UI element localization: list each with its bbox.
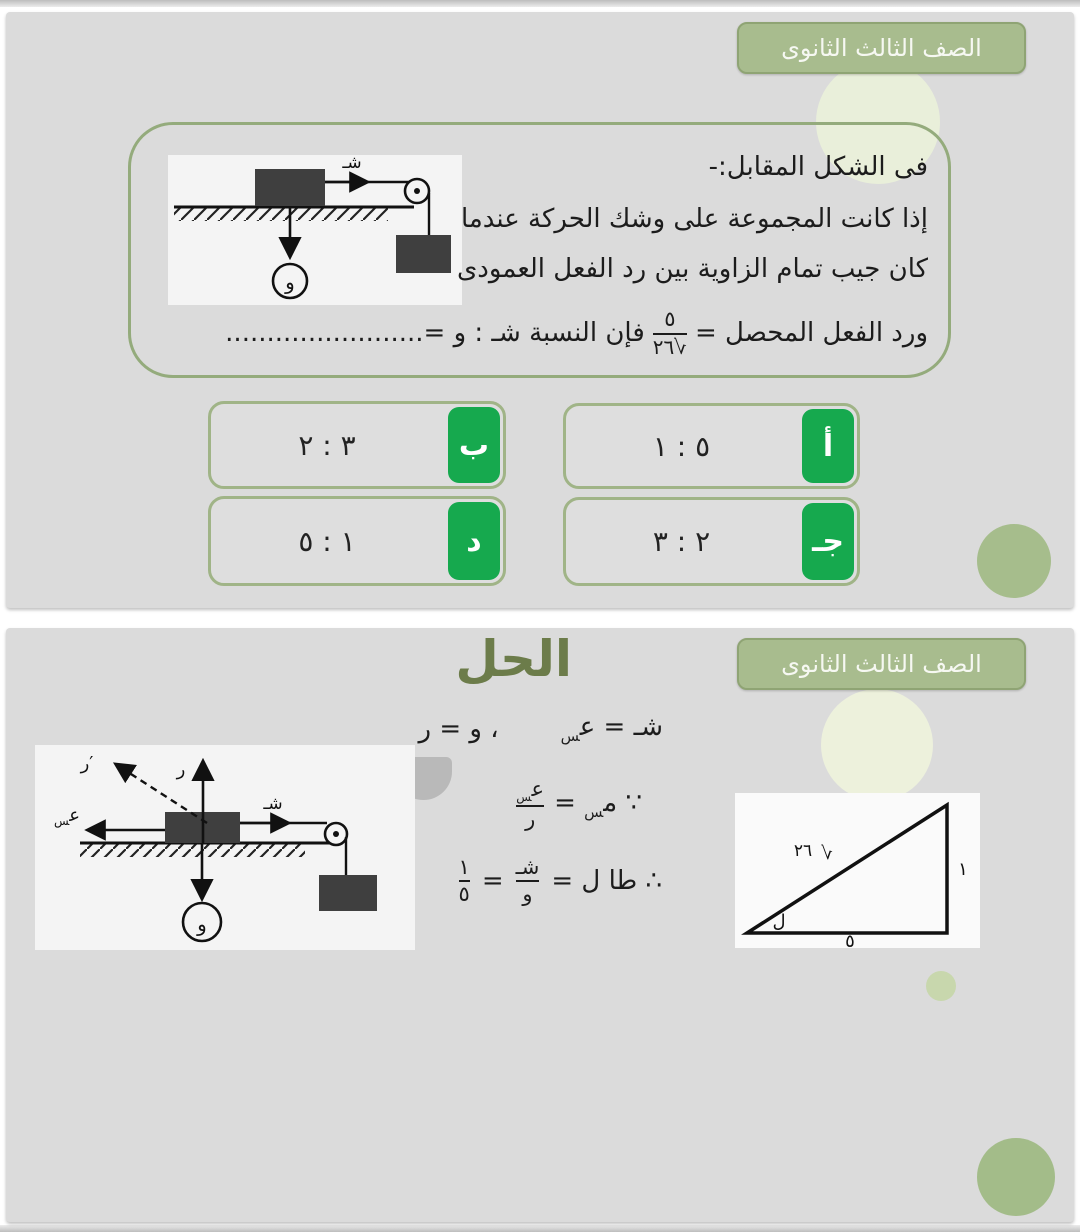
solution-grade-badge-label: الصف الثالث الثانوى (781, 650, 982, 678)
hypotenuse-radical-icon: √ (821, 843, 833, 864)
eq3-fraction-1 (516, 856, 540, 906)
decor-circle-small-green (926, 971, 956, 1001)
option-b-value: ٣ : ٢ (298, 428, 356, 462)
option-c-letter: جـ (812, 524, 844, 559)
eq2-lead: ∵ م$_س$ = (554, 788, 642, 822)
option-a-letter: أ (822, 428, 834, 464)
option-b-letter-tab (448, 407, 500, 483)
eq2-frac-num: ع$_س$ (516, 777, 545, 805)
eq1-part-a: شـ = ع$_س$ (560, 712, 663, 746)
triangle-diagram-icon (735, 793, 980, 948)
bottom-edge-strip (0, 1225, 1080, 1232)
decor-circle-pale-solution (821, 689, 933, 801)
friction-label: ع$_س$ (53, 805, 81, 828)
top-edge-strip (0, 0, 1080, 7)
fraction-numerator: ٥ (664, 307, 676, 332)
fraction-radicand: ٢٦ (652, 334, 675, 359)
option-c-letter-tab (802, 503, 854, 580)
decor-circle-olive-right (977, 524, 1051, 598)
question-line4-prefix: ورد الفعل المحصل = (695, 318, 928, 348)
ground-hatching (174, 208, 388, 221)
tension-label: شـ (263, 794, 283, 814)
option-a-value: ٥ : ١ (652, 429, 711, 463)
solution-title: الحل (455, 630, 572, 688)
solution-eq1 (419, 712, 663, 745)
weight-label: و (285, 270, 295, 294)
option-a[interactable] (563, 403, 860, 489)
solution-eq2 (516, 778, 642, 831)
option-d[interactable] (208, 496, 506, 586)
eq1-part-b: ، و = ر (418, 713, 499, 744)
eq3-f2-den: ٥ (458, 882, 470, 907)
vertical-side-label: ١ (958, 859, 968, 880)
option-b[interactable] (208, 401, 506, 489)
eq3-equals: = (481, 866, 504, 897)
pulley-diagram-icon (168, 155, 462, 305)
eq3-f1-den: و (522, 882, 533, 907)
tension-label: شـ (342, 155, 362, 173)
weight-label: و (197, 912, 207, 936)
eq2-fraction (516, 778, 544, 831)
option-c[interactable] (563, 497, 860, 586)
normal-reaction-label: ر (176, 759, 186, 780)
solution-grade-badge (737, 638, 1026, 690)
eq3-lead: ∴ طا ل = (551, 866, 662, 897)
hypotenuse-radicand-label: ٢٦ (793, 841, 813, 861)
ground-hatching (80, 844, 305, 857)
question-line-4 (225, 298, 928, 368)
decor-circle-olive-bottom (977, 1138, 1055, 1216)
option-a-letter-tab (802, 409, 854, 483)
force-diagram-icon (35, 745, 415, 950)
eq3-f1-num: شـ (515, 855, 540, 879)
hanging-block (396, 235, 451, 273)
grade-badge-label: الصف الثالث الثانوى (781, 34, 982, 62)
option-c-value: ٢ : ٣ (652, 525, 711, 558)
block-on-table (255, 169, 325, 206)
option-b-letter: ب (458, 427, 490, 463)
question-line4-suffix: فإن النسبة شـ : و =........................ (225, 318, 645, 348)
eq2-frac-den: ر (525, 807, 536, 832)
eq3-f2-num: ١ (458, 855, 470, 879)
solution-eq3 (459, 856, 662, 906)
eq3-fraction-2 (459, 856, 470, 906)
option-d-value: ١ : ٥ (298, 524, 356, 558)
question-line-1: فى الشكل المقابل:- (708, 152, 928, 182)
solution-diagram-panel (35, 745, 415, 950)
option-d-letter-tab (448, 502, 500, 580)
grade-badge (737, 22, 1026, 74)
hanging-block (319, 875, 377, 911)
question-line-3: كان جيب تمام الزاوية بين رد الفعل العمودى (456, 254, 928, 284)
question-line-2: إذا كانت المجموعة على وشك الحركة عندما (460, 204, 928, 234)
resultant-reaction-label: ر′ (80, 753, 94, 774)
triangle-panel (735, 793, 980, 948)
option-d-letter: د (466, 523, 482, 559)
radical-icon: √ (674, 334, 687, 359)
base-side-label: ٥ (845, 931, 855, 948)
given-fraction (653, 308, 687, 357)
question-diagram-panel (168, 155, 462, 305)
angle-label: ل (772, 911, 786, 932)
